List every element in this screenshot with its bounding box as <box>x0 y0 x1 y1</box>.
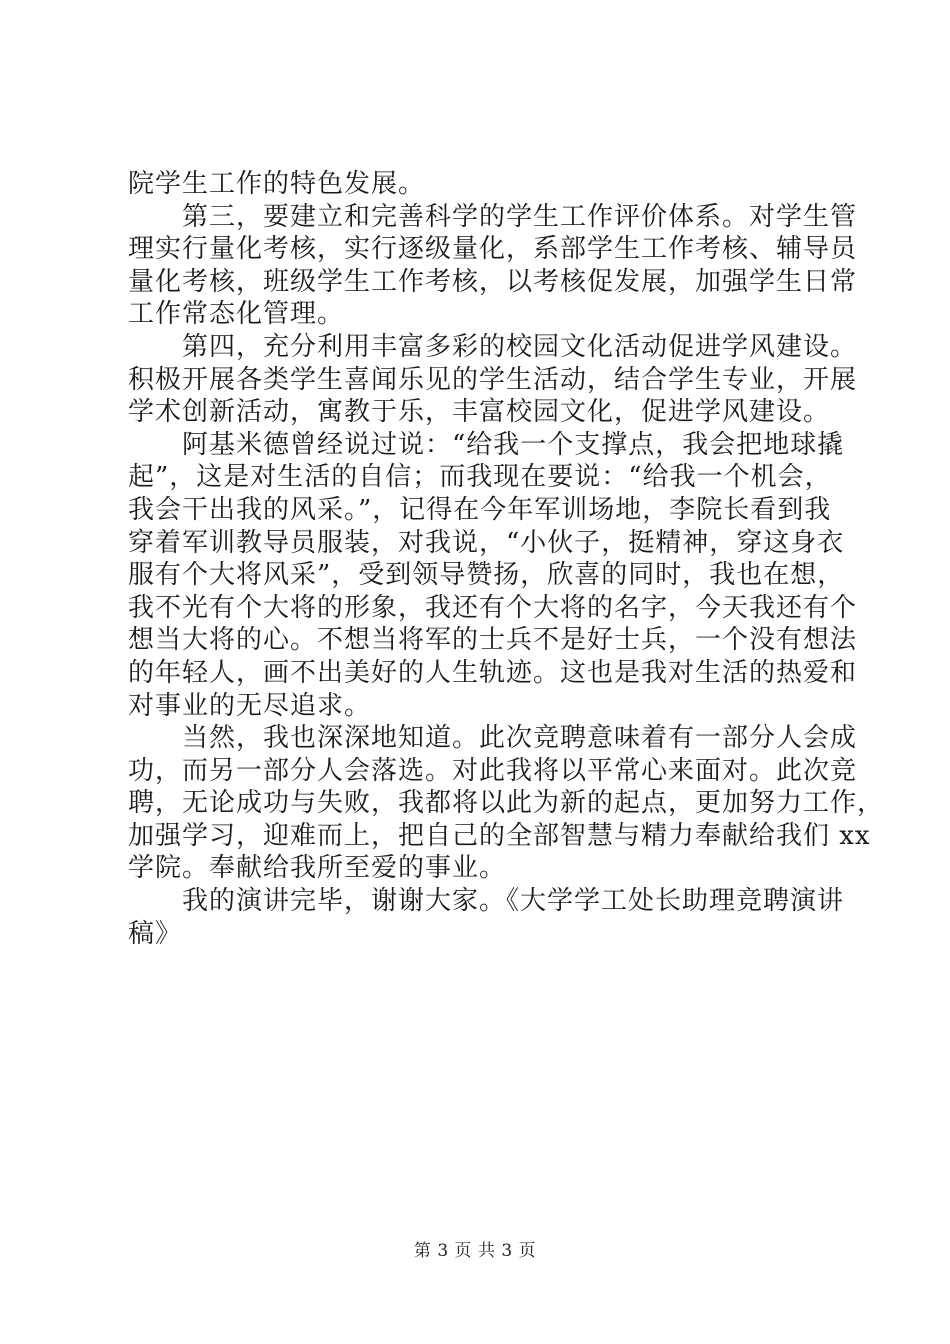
text-line: 加强学习，迎难而上，把自己的全部智慧与精力奉献给我们 xx <box>128 820 871 851</box>
text-line: 想当大将的心。不想当将军的士兵不是好士兵，一个没有想法 <box>128 625 858 656</box>
text-line: 第四，充分利用丰富多彩的校园文化活动促进学风建设。 <box>182 331 858 362</box>
text-line: 穿着军训教导员服装，对我说，“小伙子，挺精神，穿这身衣 <box>128 527 845 558</box>
text-line: 积极开展各类学生喜闻乐见的学生活动，结合学生专业，开展 <box>128 364 858 395</box>
text-line: 学术创新活动，寓教于乐，丰富校园文化，促进学风建设。 <box>128 397 831 428</box>
text-line: 对事业的无尽追求。 <box>128 690 372 721</box>
text-line: 学院。奉献给我所至爱的事业。 <box>128 853 507 884</box>
text-line: 稿》 <box>128 918 183 949</box>
text-line: 服有个大将风采”，受到领导赞扬，欣喜的同时，我也在想， <box>128 560 845 591</box>
text-line: 量化考核，班级学生工作考核，以考核促发展，加强学生日常 <box>128 266 858 297</box>
text-line: 院学生工作的特色发展。 <box>128 169 426 199</box>
text-line: 我不光有个大将的形象，我还有个大将的名字，今天我还有个 <box>128 592 858 623</box>
text-line: 聘，无论成功与失败，我都将以此为新的起点，更加努力工作， <box>128 788 885 819</box>
document-body <box>128 168 885 950</box>
text-line: 功，而另一部分人会落选。对此我将以平常心来面对。此次竞 <box>128 755 858 786</box>
text-line: 当然，我也深深地知道。此次竞聘意味着有一部分人会成 <box>182 723 858 754</box>
text-line: 理实行量化考核，实行逐级量化，系部学生工作考核、辅导员 <box>128 234 858 265</box>
text-line: 我会干出我的风采。”，记得在今年军训场地，李院长看到我 <box>128 494 832 525</box>
text-line: 工作常态化管理。 <box>128 299 345 330</box>
text-line: 阿基米德曾经说过说：“给我一个支撑点，我会把地球撬 <box>182 429 845 460</box>
text-line: 起”，这是对生活的自信；而我现在要说：“给我一个机会， <box>128 462 832 493</box>
text-line: 第三，要建立和完善科学的学生工作评价体系。对学生管 <box>182 201 858 232</box>
text-line: 的年轻人，画不出美好的人生轨迹。这也是我对生活的热爱和 <box>128 657 858 688</box>
text-line: 我的演讲完毕，谢谢大家。《大学学工处长助理竞聘演讲 <box>182 886 845 917</box>
page-number-footer: 第 3 页 共 3 页 <box>413 1241 537 1261</box>
